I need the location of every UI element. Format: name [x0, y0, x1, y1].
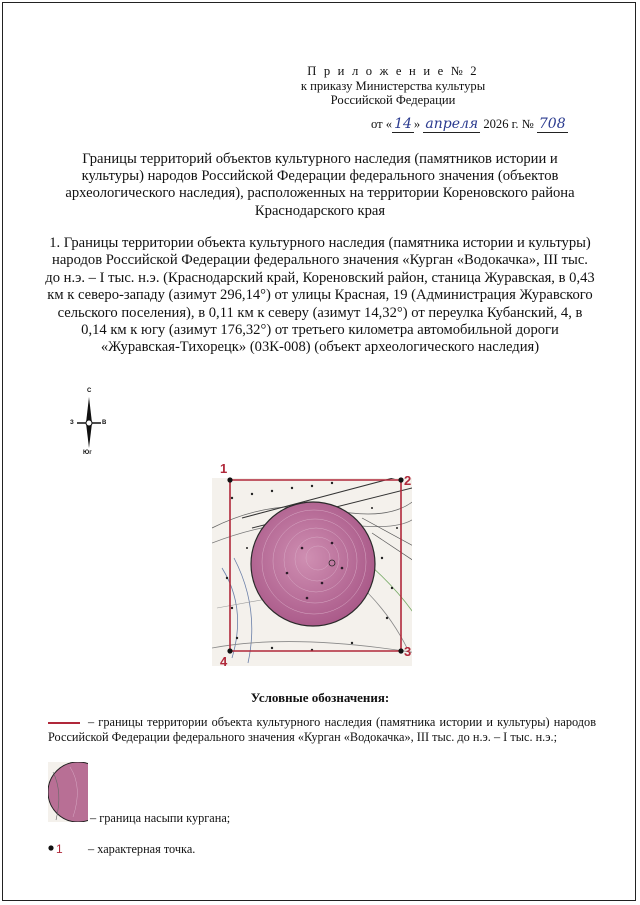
map-point-4: 4: [220, 654, 228, 668]
boundary-map: [212, 458, 422, 668]
section-1-text: 1. Границы территории объекта культурного наследия (памятника истории и культуры) народов Российской Федерации федерального значения «Курган «Водокачка», III тыс. до н.э. – I тыс. н.э. (Краснодарский край, Кореновский район, станица Журавская, в 0,43 км к северо-западу (азимут 296,14°) от улицы Красная, 19 (Администрация Журавского сельского поселения), в 0,11 км к северу (азимут 14,32°) от переулка Кубанский, 4, в 0,14 км к югу (азимут 176,32°) от третьего километра автомобильной дороги «Журавская-Тихорецк» (03К-008) (объект археологического наследия): [45, 235, 595, 356]
compass-south: Юг: [83, 450, 92, 456]
order-year: 2026 г. №: [483, 117, 534, 131]
order-prefix: от «: [371, 117, 393, 131]
legend-mound-text: – граница насыпи кургана;: [90, 811, 231, 825]
compass-arrow-icon: [68, 388, 110, 460]
map-point-1: 1: [220, 461, 228, 476]
boundary-line-symbol: [48, 722, 80, 724]
order-date-line: [371, 116, 568, 133]
order-middle: »: [413, 117, 421, 131]
map-point-3: 3: [404, 644, 412, 659]
order-number: 708: [538, 116, 566, 132]
document-heading: Границы территорий объектов культурного наследия (памятников истории и культуры) народов Российской Федерации федерального значения (объектов археологического наследия), расположенных на территории Кореновского района Краснодарского края: [65, 151, 575, 219]
order-month: апреля: [425, 116, 479, 132]
appendix-title: П р и л о ж е н и е № 2: [307, 64, 479, 78]
appendix-line-2: к приказу Министерства культуры: [300, 78, 486, 93]
order-day: 14: [394, 116, 412, 132]
legend-point-text: – характерная точка.: [88, 842, 196, 856]
map-point-2: 2: [404, 473, 412, 488]
legend-boundary-text: – границы территории объекта культурного наследия (памятника истории и культуры) народов Российской Федерации федерального значения «Курган «Водокачка», III тыс. до н.э. – I тыс. н.э.;: [48, 715, 596, 744]
compass-north: С: [87, 388, 92, 394]
appendix-line-3: Российской Федерации: [330, 93, 456, 107]
compass-rose: [68, 388, 110, 460]
legend-point-label: 1: [56, 842, 63, 855]
appendix-header: [273, 64, 513, 108]
legend-title: Условные обозначения:: [250, 690, 390, 705]
compass-west: З: [70, 420, 74, 426]
mound-symbol: [48, 762, 88, 822]
compass-east: В: [102, 420, 107, 426]
point-symbol: [48, 841, 68, 855]
legend-boundary-item: [48, 715, 596, 745]
